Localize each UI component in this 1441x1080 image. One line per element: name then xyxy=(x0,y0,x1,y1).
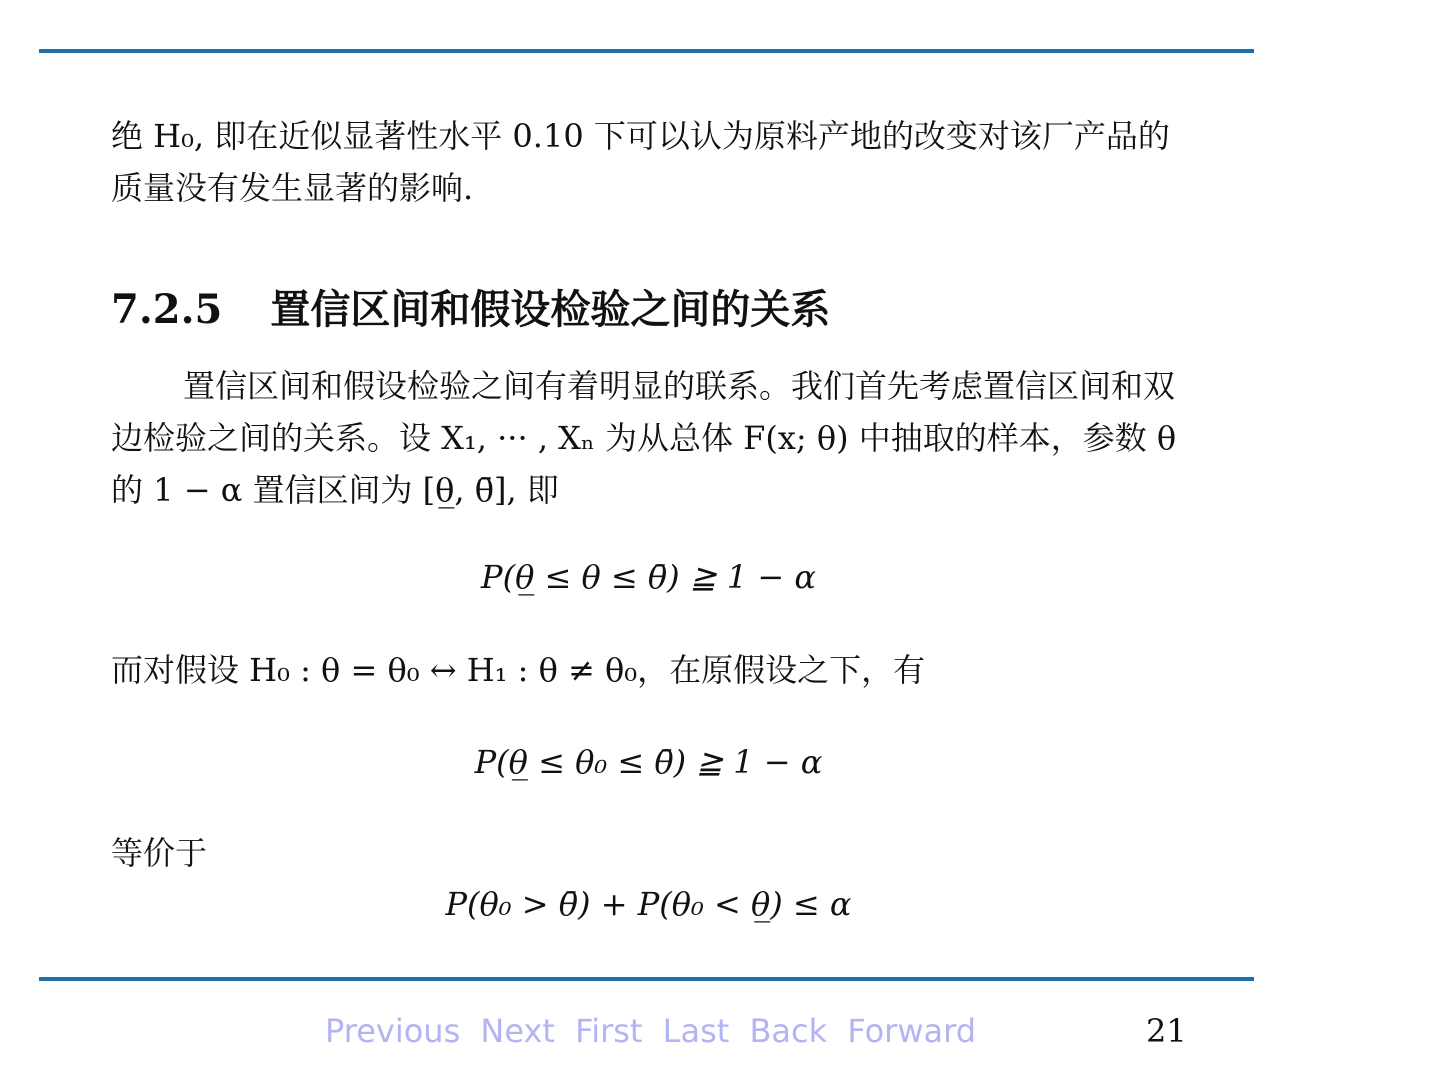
equation-2: P(θ̲ ≤ θ₀ ≤ θ̄) ≧ 1 − α xyxy=(474,743,823,781)
nav-next-link[interactable]: Next xyxy=(480,1012,555,1050)
footer-rule xyxy=(39,977,1254,981)
section-heading xyxy=(111,278,830,335)
nav-last-link[interactable]: Last xyxy=(662,1012,730,1050)
nav-first-link[interactable]: First xyxy=(575,1012,643,1050)
section-title: 置信区间和假设检验之间的关系 xyxy=(270,287,831,333)
equivalent-to-line: 等价于 xyxy=(111,834,208,872)
nav-back-link[interactable]: Back xyxy=(749,1012,828,1050)
nav-forward-link[interactable]: Forward xyxy=(847,1012,977,1050)
equation-3: P(θ₀ > θ̄) + P(θ₀ < θ̲) ≤ α xyxy=(445,885,852,923)
hypothesis-line: 而对假设 H₀ : θ = θ₀ ↔ H₁ : θ ≠ θ₀，在原假设之下，有 xyxy=(111,651,926,689)
nav-previous-link[interactable]: Previous xyxy=(325,1012,461,1050)
equation-1: P(θ̲ ≤ θ ≤ θ̄) ≧ 1 − α xyxy=(481,558,816,596)
page-number: 21 xyxy=(1146,1012,1187,1050)
paragraph-intro: 绝 H₀, 即在近似显著性水平 0.10 下可以认为原料产地的改变对该厂产品的质量没有发生显著的影响. xyxy=(111,117,1170,207)
header-rule xyxy=(39,49,1254,53)
navigation-bar xyxy=(325,1012,986,1050)
section-number: 7.2.5 xyxy=(111,286,223,333)
paragraph-body: 置信区间和假设检验之间有着明显的联系。我们首先考虑置信区间和双边检验之间的关系。设 X₁, ··· , Xₙ 为从总体 F(x; θ) 中抽取的样本，参数 θ 的 1 − α 置信区间为 [θ̲, θ̄], 即 xyxy=(111,367,1177,509)
